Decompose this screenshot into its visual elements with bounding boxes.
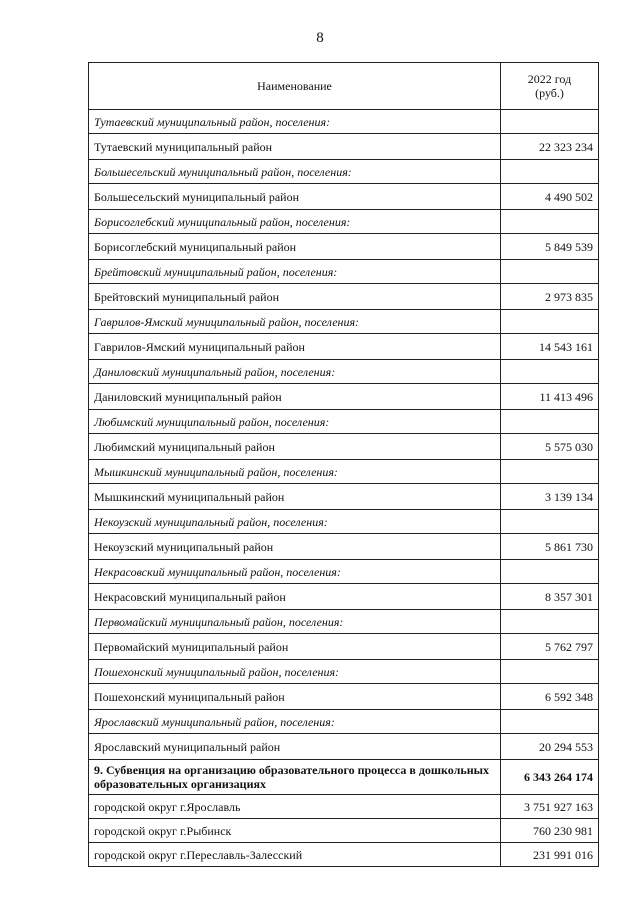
row-name: Пошехонский муниципальный район <box>89 684 501 710</box>
row-name: Даниловский муниципальный район <box>89 384 501 410</box>
group-heading-row <box>89 310 599 334</box>
row-name: городской округ г.Рыбинск <box>89 819 501 843</box>
row-name: Тутаевский муниципальный район <box>89 134 501 160</box>
row-amount <box>501 210 599 234</box>
row-amount <box>501 460 599 484</box>
table-row <box>89 434 599 460</box>
group-heading-row <box>89 360 599 384</box>
group-heading-row <box>89 210 599 234</box>
row-amount <box>501 560 599 584</box>
row-amount <box>501 360 599 384</box>
row-name: Мышкинский муниципальный район <box>89 484 501 510</box>
row-name: Мышкинский муниципальный район, поселения: <box>89 460 501 484</box>
row-amount <box>501 710 599 734</box>
row-amount <box>501 110 599 134</box>
row-amount: 6 592 348 <box>501 684 599 710</box>
row-name: Пошехонский муниципальный район, поселения: <box>89 660 501 684</box>
header-amount: 2022 год (руб.) <box>501 63 599 110</box>
row-amount: 20 294 553 <box>501 734 599 760</box>
table-row <box>89 534 599 560</box>
row-amount: 2 973 835 <box>501 284 599 310</box>
row-amount: 5 575 030 <box>501 434 599 460</box>
table-row <box>89 634 599 660</box>
row-amount: 22 323 234 <box>501 134 599 160</box>
table-row <box>89 134 599 160</box>
table-row <box>89 584 599 610</box>
row-amount: 4 490 502 <box>501 184 599 210</box>
row-amount: 231 991 016 <box>501 843 599 867</box>
row-name: Гаврилов-Ямский муниципальный район, поселения: <box>89 310 501 334</box>
page-number: 8 <box>316 30 324 46</box>
row-name: Некоузский муниципальный район <box>89 534 501 560</box>
table-header-row <box>89 63 599 110</box>
group-heading-row <box>89 510 599 534</box>
group-heading-row <box>89 660 599 684</box>
row-amount: 14 543 161 <box>501 334 599 360</box>
row-amount: 760 230 981 <box>501 819 599 843</box>
row-name: Брейтовский муниципальный район <box>89 284 501 310</box>
row-name: Тутаевский муниципальный район, поселения: <box>89 110 501 134</box>
group-heading-row <box>89 610 599 634</box>
table-row <box>89 334 599 360</box>
row-amount: 6 343 264 174 <box>501 760 599 795</box>
table-body <box>89 110 599 867</box>
total-row <box>89 760 599 795</box>
table-row <box>89 284 599 310</box>
table-row <box>89 384 599 410</box>
row-name: городской округ г.Ярославль <box>89 795 501 819</box>
row-name: Некрасовский муниципальный район <box>89 584 501 610</box>
row-name: Ярославский муниципальный район <box>89 734 501 760</box>
group-heading-row <box>89 160 599 184</box>
table-row <box>89 184 599 210</box>
group-heading-row <box>89 410 599 434</box>
row-name: Первомайский муниципальный район <box>89 634 501 660</box>
group-heading-row <box>89 260 599 284</box>
row-amount: 3 139 134 <box>501 484 599 510</box>
row-amount <box>501 310 599 334</box>
row-name: Любимский муниципальный район, поселения: <box>89 410 501 434</box>
row-amount <box>501 410 599 434</box>
row-amount: 8 357 301 <box>501 584 599 610</box>
row-name: Гаврилов-Ямский муниципальный район <box>89 334 501 360</box>
table-row <box>89 684 599 710</box>
row-name: Брейтовский муниципальный район, поселения: <box>89 260 501 284</box>
table-row <box>89 819 599 843</box>
row-name: Большесельский муниципальный район <box>89 184 501 210</box>
row-name: городской округ г.Переславль-Залесский <box>89 843 501 867</box>
row-name: Некрасовский муниципальный район, поселения: <box>89 560 501 584</box>
row-name: Борисоглебский муниципальный район, поселения: <box>89 210 501 234</box>
row-name: 9. Субвенция на организацию образовательного процесса в дошкольных образовательных организациях <box>89 760 501 795</box>
row-amount: 5 861 730 <box>501 534 599 560</box>
row-amount <box>501 160 599 184</box>
group-heading-row <box>89 710 599 734</box>
row-amount: 5 762 797 <box>501 634 599 660</box>
row-amount <box>501 260 599 284</box>
row-name: Первомайский муниципальный район, поселения: <box>89 610 501 634</box>
row-amount: 3 751 927 163 <box>501 795 599 819</box>
header-name: Наименование <box>89 63 501 110</box>
table-row <box>89 484 599 510</box>
row-name: Большесельский муниципальный район, поселения: <box>89 160 501 184</box>
table-row <box>89 734 599 760</box>
group-heading-row <box>89 110 599 134</box>
table-row <box>89 234 599 260</box>
group-heading-row <box>89 460 599 484</box>
row-amount <box>501 510 599 534</box>
row-amount <box>501 610 599 634</box>
row-amount: 11 413 496 <box>501 384 599 410</box>
row-name: Некоузский муниципальный район, поселения: <box>89 510 501 534</box>
row-amount: 5 849 539 <box>501 234 599 260</box>
row-name: Борисоглебский муниципальный район <box>89 234 501 260</box>
budget-table <box>88 62 599 867</box>
table-row <box>89 843 599 867</box>
row-name: Любимский муниципальный район <box>89 434 501 460</box>
group-heading-row <box>89 560 599 584</box>
row-name: Даниловский муниципальный район, поселения: <box>89 360 501 384</box>
table-row <box>89 795 599 819</box>
row-name: Ярославский муниципальный район, поселения: <box>89 710 501 734</box>
row-amount <box>501 660 599 684</box>
